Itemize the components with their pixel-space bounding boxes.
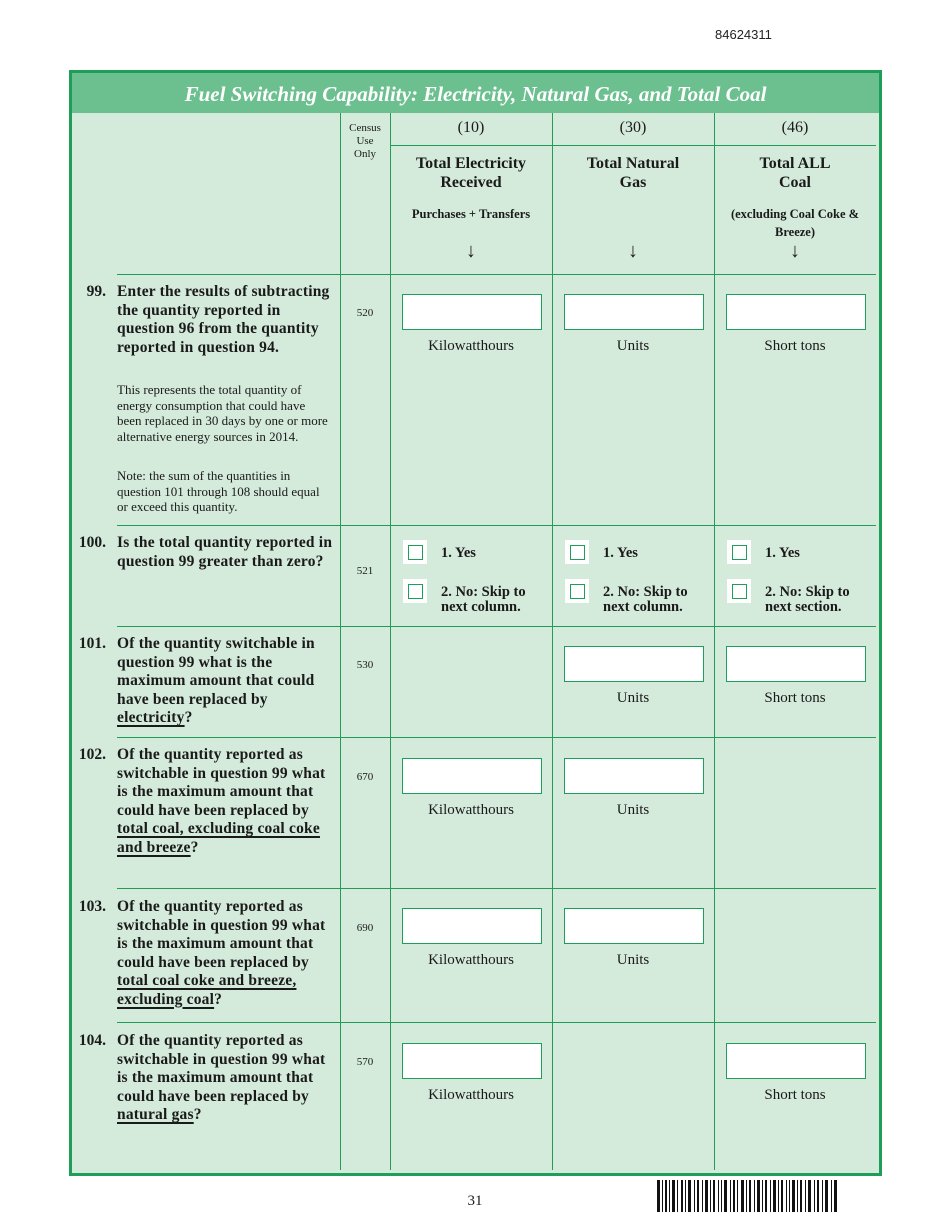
question-number: 103. (78, 898, 106, 915)
option-no-label: 2. No: Skip to next column. (603, 584, 688, 615)
unit-label: Units (616, 690, 650, 706)
form-id: 84624311 (715, 27, 772, 42)
question-103-text: Of the quantity reported as switchable in question 99 what is the maximum amount that could have been replaced by total coal coke and breeze, excluding coal? (117, 898, 326, 1008)
question-101-text: Of the quantity switchable in question 99 what is the maximum amount that could have been replaced by electricity? (117, 635, 315, 726)
unit-label: Kilowatthours (428, 338, 514, 354)
q101-coal-input[interactable] (726, 646, 866, 682)
q100-electricity-yes-checkbox[interactable] (408, 545, 423, 560)
q102-natural-gas-input[interactable] (564, 758, 704, 794)
column-code-electricity: (10) (457, 119, 485, 136)
page-number: 31 (467, 1193, 483, 1209)
q101-natural-gas-input[interactable] (564, 646, 704, 682)
census-code: 670 (356, 771, 374, 783)
option-yes-label: 1. Yes (603, 545, 638, 561)
option-no-label: 2. No: Skip to next section. (765, 584, 850, 615)
grid-line (117, 888, 876, 889)
q100-natural-gas-yes-checkbox[interactable] (570, 545, 585, 560)
question-number: 102. (78, 746, 106, 763)
question-99-note: This represents the total quantity of energy consumption that could have been replaced in 30 days by one or more alternative energy sources in 2014. (117, 382, 328, 444)
question-number: 101. (78, 635, 106, 652)
grid-line (390, 145, 876, 146)
grid-line (552, 113, 553, 1170)
grid-line (340, 113, 341, 1170)
q100-natural-gas-no-checkbox[interactable] (570, 584, 585, 599)
question-number: 100. (78, 534, 106, 551)
question-number: 104. (78, 1032, 106, 1049)
grid-line (117, 525, 876, 526)
question-102-text: Of the quantity reported as switchable in question 99 what is the maximum amount that could have been replaced by total coal, excluding coal coke and breeze? (117, 746, 326, 856)
question-100-text: Is the total quantity reported in question 99 greater than zero? (117, 534, 333, 570)
column-title-natural-gas: Total Natural Gas (586, 155, 680, 191)
grid-line (117, 1022, 876, 1023)
question-104-text: Of the quantity reported as switchable in question 99 what is the maximum amount that could have been replaced by natural gas? (117, 1032, 326, 1123)
q100-coal-yes-checkbox[interactable] (732, 545, 747, 560)
down-arrow-icon: ↓ (790, 240, 800, 262)
question-99-text: Enter the results of subtracting the quantity reported in question 96 from the quantity reported in question 94. (117, 283, 330, 356)
unit-label: Units (616, 952, 650, 968)
unit-label: Kilowatthours (428, 952, 514, 968)
unit-label: Kilowatthours (428, 1087, 514, 1103)
section-title: Fuel Switching Capability: Electricity, Natural Gas, and Total Coal (72, 73, 879, 113)
option-no-label: 2. No: Skip to next column. (441, 584, 526, 615)
down-arrow-icon: ↓ (466, 240, 476, 262)
unit-label: Short tons (764, 690, 826, 706)
q99-coal-input[interactable] (726, 294, 866, 330)
unit-label: Short tons (764, 338, 826, 354)
q99-natural-gas-input[interactable] (564, 294, 704, 330)
grid-line (714, 113, 715, 1170)
q102-electricity-input[interactable] (402, 758, 542, 794)
census-use-only-label: Census Use Only (349, 122, 381, 160)
census-code: 570 (356, 1056, 374, 1068)
census-code: 530 (356, 659, 374, 671)
census-code: 520 (356, 307, 374, 319)
unit-label: Units (616, 802, 650, 818)
q104-electricity-input[interactable] (402, 1043, 542, 1079)
grid-line (117, 737, 876, 738)
unit-label: Units (616, 338, 650, 354)
q100-coal-no-checkbox[interactable] (732, 584, 747, 599)
q104-coal-input[interactable] (726, 1043, 866, 1079)
column-code-coal: (46) (781, 119, 809, 136)
grid-line (117, 626, 876, 627)
unit-label: Short tons (764, 1087, 826, 1103)
option-yes-label: 1. Yes (765, 545, 800, 561)
q103-electricity-input[interactable] (402, 908, 542, 944)
q100-electricity-no-checkbox[interactable] (408, 584, 423, 599)
barcode-image (657, 1180, 837, 1212)
down-arrow-icon: ↓ (628, 240, 638, 262)
column-title-electricity: Total Electricity Received (415, 155, 527, 191)
column-subtitle-electricity: Purchases + Transfers (411, 207, 531, 221)
grid-line (390, 113, 391, 1170)
q99-electricity-input[interactable] (402, 294, 542, 330)
census-code: 690 (356, 922, 374, 934)
q103-natural-gas-input[interactable] (564, 908, 704, 944)
column-code-natural-gas: (30) (619, 119, 647, 136)
column-title-coal: Total ALL Coal (759, 155, 831, 191)
grid-line (117, 274, 876, 275)
column-subtitle-coal: (excluding Coal Coke & Breeze) (730, 207, 860, 239)
question-number: 99. (86, 283, 106, 300)
option-yes-label: 1. Yes (441, 545, 476, 561)
question-99-note: Note: the sum of the quantities in question 101 through 108 should equal or exceed this quantity. (117, 468, 320, 514)
census-code: 521 (356, 565, 374, 577)
unit-label: Kilowatthours (428, 802, 514, 818)
